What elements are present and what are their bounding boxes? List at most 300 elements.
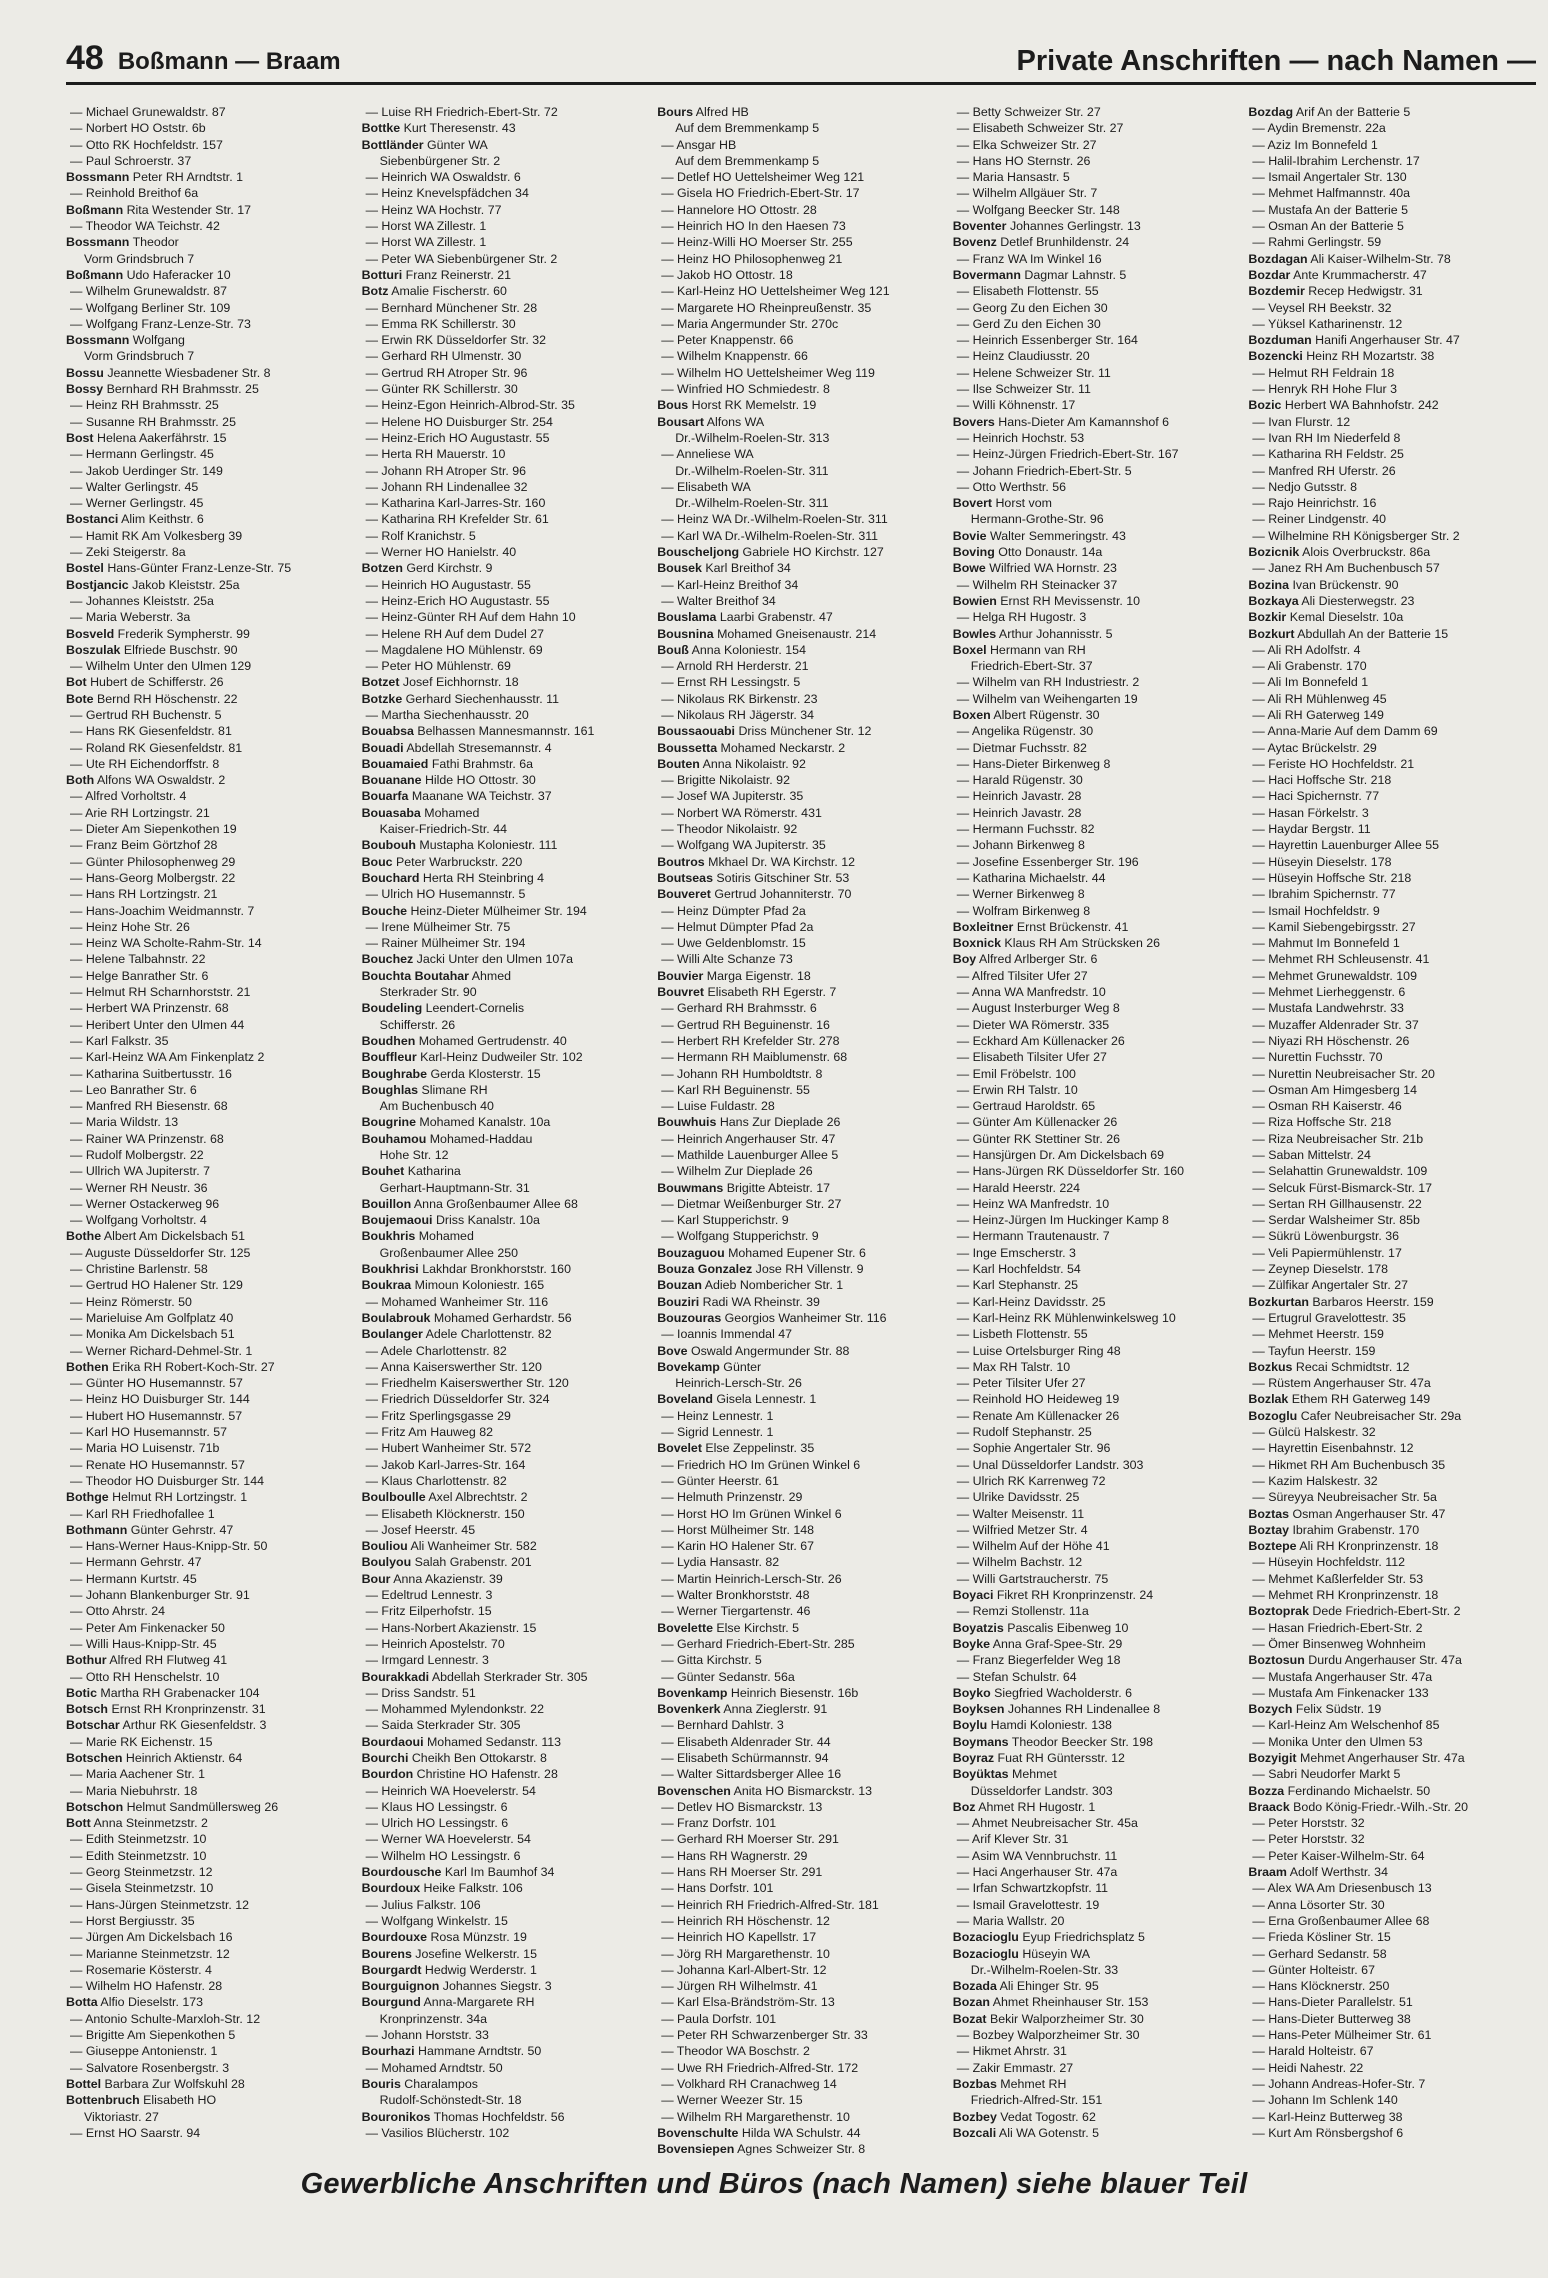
entry-text: — Irmgard Lennestr. 3 — [365, 1653, 489, 1668]
directory-entry — [953, 642, 1241, 658]
directory-entry — [1248, 772, 1536, 788]
directory-entry — [657, 1033, 945, 1049]
directory-entry — [953, 511, 1241, 527]
directory-entry — [1248, 1783, 1536, 1799]
directory-entry — [362, 968, 650, 984]
entry-text: Ernst RH Mevissenstr. 10 — [996, 593, 1141, 608]
entry-text: — Selahattin Grunewaldstr. 109 — [1252, 1164, 1428, 1179]
directory-entry — [1248, 1571, 1536, 1587]
entry-text: — Katharina Karl-Jarres-Str. 160 — [365, 496, 546, 511]
entry-surname: Bozic — [1248, 398, 1282, 413]
directory-entry — [953, 1815, 1241, 1831]
directory-entry — [657, 691, 945, 707]
entry-text: Helmut RH Lortzingstr. 1 — [108, 1490, 248, 1505]
entry-surname: Bozada — [952, 1979, 997, 1994]
entry-text: — Marieluise Am Golfplatz 40 — [70, 1310, 234, 1325]
directory-entry — [953, 1033, 1241, 1049]
directory-entry — [1248, 788, 1536, 804]
entry-surname: Boussaouabi — [657, 724, 735, 739]
entry-text: — Otto Ahrstr. 24 — [70, 1604, 166, 1619]
entry-text: — Helmut RH Scharnhorststr. 21 — [70, 985, 251, 1000]
directory-entry — [66, 1783, 354, 1799]
entry-text: — Serdar Walsheimer Str. 85b — [1252, 1213, 1420, 1228]
entry-surname: Bot — [66, 675, 87, 690]
entry-text: — Heinrich Angerhauser Str. 47 — [661, 1131, 836, 1146]
directory-entry — [953, 1196, 1241, 1212]
directory-entry — [657, 1473, 945, 1489]
directory-entry — [657, 1180, 945, 1196]
directory-entry — [66, 935, 354, 951]
entry-text: Gabriele HO Kirchstr. 127 — [739, 545, 884, 560]
directory-entry — [953, 1424, 1241, 1440]
entry-surname: Both — [66, 773, 95, 788]
entry-surname: Bouamaied — [361, 756, 429, 771]
directory-entry — [362, 870, 650, 886]
directory-entry — [657, 1391, 945, 1407]
directory-entry — [362, 1017, 650, 1033]
directory-entry — [362, 446, 650, 462]
directory-entry — [1248, 723, 1536, 739]
entry-text: — Hans-Jürgen Steinmetzstr. 12 — [70, 1897, 250, 1912]
directory-entry — [953, 1180, 1241, 1196]
directory-entry — [953, 283, 1241, 299]
entry-text: — Mustafa An der Batterie 5 — [1252, 202, 1409, 217]
directory-entry — [66, 658, 354, 674]
entry-text: — Jürgen Am Dickelsbach 16 — [70, 1930, 233, 1945]
directory-entry — [953, 1554, 1241, 1570]
entry-surname: Bozbey — [952, 2109, 997, 2124]
entry-surname: Bottländer — [361, 137, 424, 152]
entry-text: — Uwe Geldenblomstr. 15 — [661, 936, 806, 951]
directory-entry — [362, 1082, 650, 1098]
entry-text: — Peter Knappenstr. 66 — [661, 333, 794, 348]
directory-entry — [953, 593, 1241, 609]
directory-entry — [1248, 1180, 1536, 1196]
entry-text: Mehmet Angerhauser Str. 47a — [1296, 1750, 1465, 1765]
entry-text: Arif An der Batterie 5 — [1293, 105, 1411, 119]
entry-text: Ernst Brückenstr. 41 — [1013, 919, 1129, 934]
directory-entry — [953, 854, 1241, 870]
directory-entry — [362, 1848, 650, 1864]
directory-entry — [1248, 1831, 1536, 1847]
directory-entry — [66, 1717, 354, 1733]
directory-entry — [362, 1033, 650, 1049]
entry-surname: Bourguignon — [361, 1979, 440, 1994]
directory-entry — [1248, 1228, 1536, 1244]
entry-text: — Ernst HO Saarstr. 94 — [70, 2125, 201, 2140]
directory-entry — [953, 1261, 1241, 1277]
directory-entry — [1248, 348, 1536, 364]
directory-entry — [657, 1701, 945, 1717]
entry-surname: Boyatzis — [952, 1620, 1004, 1635]
entry-text: — Rajo Heinrichstr. 16 — [1252, 496, 1377, 511]
directory-entry — [1248, 560, 1536, 576]
entry-surname: Bourdouxe — [361, 1930, 427, 1945]
entry-text: — Hans Klöcknerstr. 250 — [1252, 1979, 1390, 1994]
directory-entry — [657, 1343, 945, 1359]
directory-entry — [657, 821, 945, 837]
directory-entry — [657, 805, 945, 821]
directory-entry — [66, 1261, 354, 1277]
entry-text: — Driss Sandstr. 51 — [365, 1685, 476, 1700]
entry-text: — Emma RK Schillerstr. 30 — [365, 316, 516, 331]
directory-entry — [66, 788, 354, 804]
entry-text: — Ulrike Davidsstr. 25 — [956, 1490, 1080, 1505]
directory-entry — [66, 2076, 354, 2092]
entry-surname: Bouchez — [361, 952, 414, 967]
entry-text: — Helene HO Duisburger Str. 254 — [365, 414, 553, 429]
directory-entry — [953, 1929, 1241, 1945]
entry-text: — Willi Alte Schanze 73 — [661, 952, 793, 967]
directory-entry — [953, 1489, 1241, 1505]
entry-text: — Günter Holteistr. 67 — [1252, 1962, 1375, 1977]
directory-entry — [1248, 968, 1536, 984]
entry-surname: Bott — [66, 1816, 91, 1831]
entry-text: — Heinrich RH Höschenstr. 12 — [661, 1913, 830, 1928]
entry-text: Gerhard Siechenhausstr. 11 — [402, 691, 560, 706]
directory-entry — [953, 1522, 1241, 1538]
directory-entry — [66, 104, 354, 120]
entry-text: Alfred Arlberger Str. 6 — [976, 952, 1098, 967]
directory-entry — [953, 1408, 1241, 1424]
directory-entry — [66, 1587, 354, 1603]
entry-text: — Willi Gartstraucherstr. 75 — [956, 1571, 1109, 1586]
entry-text: — Karl Stephanstr. 25 — [956, 1278, 1079, 1293]
directory-entry — [66, 1489, 354, 1505]
entry-surname: Bovers — [952, 414, 995, 429]
directory-entry — [1248, 1049, 1536, 1065]
directory-entry — [657, 1082, 945, 1098]
entry-text: — Hayrettin Lauenburger Allee 55 — [1252, 838, 1440, 853]
directory-entry — [362, 740, 650, 756]
directory-entry — [66, 609, 354, 625]
directory-entry — [66, 2125, 354, 2141]
entry-text: — Mohammed Mylendonkstr. 22 — [365, 1702, 544, 1717]
directory-entry — [66, 1538, 354, 1554]
directory-entry — [953, 886, 1241, 902]
directory-entry — [66, 1277, 354, 1293]
directory-entry — [953, 2125, 1241, 2141]
directory-entry — [1248, 1473, 1536, 1489]
entry-text: Mohamed Gerhardstr. 56 — [430, 1310, 572, 1325]
directory-entry — [953, 2060, 1241, 2076]
entry-text: — Harald Holteistr. 67 — [1252, 2044, 1374, 2059]
entry-text: — Hüseyin Hochfeldstr. 112 — [1252, 1555, 1406, 1570]
directory-entry — [657, 756, 945, 772]
entry-surname: Bottke — [361, 121, 401, 136]
entry-text: — Herbert RH Krefelder Str. 278 — [661, 1033, 840, 1048]
entry-text: — Elisabeth Schweizer Str. 27 — [956, 121, 1124, 136]
entry-text: — Anna Lösorter Str. 30 — [1252, 1897, 1385, 1912]
directory-entry — [1248, 837, 1536, 853]
directory-entry — [362, 1391, 650, 1407]
directory-entry — [1248, 1391, 1536, 1407]
entry-text: Heinrich Aktienstr. 64 — [122, 1750, 243, 1765]
directory-entry — [66, 1946, 354, 1962]
directory-entry — [66, 1391, 354, 1407]
entry-text: — Sertan RH Gillhausenstr. 22 — [1252, 1196, 1422, 1211]
entry-text: Theodor — [129, 235, 179, 250]
directory-entry — [657, 788, 945, 804]
entry-text: Hilde HO Ottostr. 30 — [421, 773, 536, 788]
directory-entry — [953, 1440, 1241, 1456]
directory-entry — [657, 153, 945, 169]
entry-text: — Manfred RH Biesenstr. 68 — [70, 1099, 228, 1114]
directory-entry — [953, 903, 1241, 919]
entry-text: — Rosemarie Kösterstr. 4 — [70, 1962, 212, 1977]
directory-entry — [1248, 805, 1536, 821]
directory-entry — [1248, 1310, 1536, 1326]
directory-entry — [953, 1473, 1241, 1489]
entry-text: Ali Diesterwegstr. 23 — [1298, 593, 1415, 608]
header-left — [66, 39, 341, 78]
column-3 — [657, 104, 945, 2157]
entry-text: — Elisabeth Schürmannstr. 94 — [661, 1750, 829, 1765]
entry-text: Oswald Angermunder Str. 88 — [687, 1343, 850, 1358]
entry-surname: Bovelette — [657, 1620, 713, 1635]
directory-entry — [657, 984, 945, 1000]
entry-text: — Hans-Norbert Akazienstr. 15 — [365, 1620, 537, 1635]
entry-text: — Maria Wallstr. 20 — [956, 1913, 1065, 1928]
directory-entry — [362, 886, 650, 902]
entry-text: Kaiser-Friedrich-Str. 44 — [379, 822, 507, 837]
directory-entry — [362, 723, 650, 739]
entry-text: — Wilhelm HO Uettelsheimer Weg 119 — [661, 365, 875, 380]
entry-text: Ahmet Rheinhauser Str. 153 — [989, 1995, 1149, 2010]
directory-entry — [362, 805, 650, 821]
entry-surname: Botzke — [361, 691, 403, 706]
directory-entry — [953, 1783, 1241, 1799]
directory-entry — [362, 691, 650, 707]
entry-text: — Heinz RH Brahmsstr. 25 — [70, 398, 219, 413]
entry-text: Horst vom — [992, 496, 1052, 511]
directory-entry — [657, 1522, 945, 1538]
directory-entry — [1248, 104, 1536, 120]
entry-text: — Gerhard Friedrich-Ebert-Str. 285 — [661, 1636, 855, 1651]
entry-text: — Hans-Georg Molbergstr. 22 — [70, 870, 236, 885]
entry-surname: Bovenkerk — [657, 1702, 721, 1717]
entry-surname: Bouasaba — [361, 805, 421, 820]
entry-text: Cheikh Ben Ottokarstr. 8 — [408, 1750, 547, 1765]
entry-text: — Norbert WA Römerstr. 431 — [661, 805, 822, 820]
directory-entry — [362, 1457, 650, 1473]
directory-entry — [953, 1245, 1241, 1261]
entry-text: Hubert de Schifferstr. 26 — [86, 675, 224, 690]
entry-text: Radi WA Rheinstr. 39 — [699, 1294, 820, 1309]
entry-text: Dr.-Wilhelm-Roelen-Str. 311 — [675, 496, 829, 511]
directory-entry — [657, 1880, 945, 1896]
entry-text: — Mahmut Im Bonnefeld 1 — [1252, 936, 1400, 951]
entry-text: — Wilhelm HO Lessingstr. 6 — [365, 1848, 521, 1863]
directory-entry — [1248, 1375, 1536, 1391]
entry-surname: Bostel — [66, 561, 104, 576]
directory-entry — [657, 300, 945, 316]
entry-surname: Boughrabe — [361, 1066, 427, 1081]
entry-text: — Ismail Hochfeldstr. 9 — [1252, 903, 1380, 918]
directory-entry — [1248, 1929, 1536, 1945]
directory-entry — [362, 316, 650, 332]
entry-text: — Kazim Halskestr. 32 — [1252, 1473, 1378, 1488]
entry-text: — Ali Im Bonnefeld 1 — [1252, 675, 1369, 690]
entry-text: Detlef Brunhildenstr. 24 — [996, 235, 1130, 250]
entry-surname: Bouvret — [657, 985, 705, 1000]
entry-text: Rita Westender Str. 17 — [123, 202, 252, 217]
entry-text: Alfred RH Flutweg 41 — [106, 1653, 228, 1668]
directory-entry — [657, 283, 945, 299]
entry-text: — Karl-Heinz Davidsstr. 25 — [956, 1294, 1106, 1309]
directory-entry — [657, 1131, 945, 1147]
directory-entry — [66, 1620, 354, 1636]
directory-entry — [657, 446, 945, 462]
entry-text: Josefine Welkerstr. 15 — [411, 1946, 537, 1961]
entry-text: — Ivan Flurstr. 12 — [1252, 414, 1351, 429]
directory-entry — [1248, 1066, 1536, 1082]
entry-text: — Hansjürgen Dr. Am Dickelsbach 69 — [956, 1148, 1165, 1162]
entry-text: — Heinz Dümpter Pfad 2a — [661, 903, 806, 918]
directory-entry — [657, 593, 945, 609]
entry-text: — Erna Großenbaumer Allee 68 — [1252, 1913, 1430, 1928]
directory-entry — [1248, 707, 1536, 723]
entry-text: — Werner HO Hanielstr. 40 — [365, 545, 517, 560]
entry-surname: Boulanger — [361, 1327, 423, 1342]
directory-entry — [66, 1766, 354, 1782]
entry-text: — Elisabeth WA — [661, 479, 751, 494]
entry-surname: Bozyigit — [1248, 1750, 1297, 1765]
entry-surname: Bozkurtan — [1248, 1294, 1309, 1309]
directory-entry — [953, 2027, 1241, 2043]
entry-text: Dagmar Lahnstr. 5 — [1020, 267, 1127, 282]
entry-text: — Paul Schroerstr. 37 — [70, 153, 192, 168]
entry-text: — Friedrich Düsseldorfer Str. 324 — [365, 1392, 550, 1407]
directory-entry — [66, 1750, 354, 1766]
entry-text: — Wilhelm Auf der Höhe 41 — [956, 1539, 1110, 1554]
directory-entry — [1248, 1082, 1536, 1098]
entry-text: — Maria Wildstr. 13 — [70, 1115, 179, 1130]
directory-entry — [66, 560, 354, 576]
entry-text: Gisela Lennestr. 1 — [712, 1392, 817, 1407]
entry-text: Helmut Sandmüllersweg 26 — [123, 1799, 279, 1814]
directory-entry — [1248, 446, 1536, 462]
entry-text: — Heinz HO Duisburger Str. 144 — [70, 1392, 250, 1407]
directory-entry — [362, 104, 650, 120]
directory-entry — [362, 1245, 650, 1261]
entry-text: Johannes RH Lindenallee 8 — [1004, 1702, 1161, 1717]
directory-entry — [953, 1359, 1241, 1375]
directory-entry — [66, 218, 354, 234]
directory-entry — [362, 202, 650, 218]
directory-entry — [657, 218, 945, 234]
entry-text: — Gerhard RH Moerser Str. 291 — [661, 1832, 839, 1847]
directory-entry — [1248, 886, 1536, 902]
entry-text: — Werner Birkenweg 8 — [956, 887, 1085, 902]
directory-entry — [1248, 1131, 1536, 1147]
entry-text: Anita HO Bismarckstr. 13 — [730, 1783, 873, 1798]
directory-entry — [362, 1799, 650, 1815]
directory-entry — [362, 1994, 650, 2010]
directory-entry — [657, 1554, 945, 1570]
entry-text: — Fritz Am Hauweg 82 — [365, 1425, 493, 1440]
entry-text: — Henryk RH Hohe Flur 3 — [1252, 382, 1397, 397]
directory-entry — [1248, 1962, 1536, 1978]
directory-entry — [362, 479, 650, 495]
directory-entry — [953, 1066, 1241, 1082]
entry-text: — Wolfram Birkenweg 8 — [956, 903, 1091, 918]
entry-text: — Anna Kaiserswerther Str. 120 — [365, 1359, 542, 1374]
directory-entry — [1248, 544, 1536, 560]
entry-text: — Helene Talbahnstr. 22 — [70, 952, 206, 967]
entry-text: Mohamed Kanalstr. 10a — [415, 1115, 551, 1130]
directory-entry — [66, 1066, 354, 1082]
directory-entry — [1248, 642, 1536, 658]
entry-surname: Botic — [66, 1685, 97, 1700]
entry-surname: Bouveret — [657, 887, 711, 902]
entry-text: Fuat RH Güntersstr. 12 — [994, 1750, 1125, 1765]
directory-entry — [362, 1978, 650, 1994]
directory-entry — [362, 1929, 650, 1945]
directory-entry — [953, 1620, 1241, 1636]
directory-entry — [1248, 1685, 1536, 1701]
directory-entry — [1248, 1212, 1536, 1228]
entry-text: Mohamed Gneisenaustr. 214 — [713, 626, 877, 641]
directory-entry — [362, 2076, 650, 2092]
directory-entry — [657, 104, 945, 120]
directory-entry — [66, 2060, 354, 2076]
entry-text: — Heribert Unter den Ulmen 44 — [70, 1017, 245, 1032]
directory-entry — [657, 1294, 945, 1310]
entry-text: — Zakir Emmastr. 27 — [956, 2060, 1074, 2075]
entry-text: — Ernst RH Lessingstr. 5 — [661, 675, 801, 690]
entry-text: — Hans RH Moerser Str. 291 — [661, 1865, 823, 1880]
directory-entry — [1248, 1506, 1536, 1522]
directory-entry — [657, 1946, 945, 1962]
entry-text: — Heinz HO Philosophenweg 21 — [661, 251, 843, 266]
entry-text: — Helmut RH Feldrain 18 — [1252, 365, 1395, 380]
entry-text: Sotiris Gitschiner Str. 53 — [712, 870, 850, 885]
directory-entry — [1248, 1424, 1536, 1440]
directory-entry — [1248, 300, 1536, 316]
directory-entry — [657, 1636, 945, 1652]
entry-text: Rosa Münzstr. 19 — [427, 1930, 527, 1945]
directory-entry — [657, 479, 945, 495]
directory-entry — [657, 1962, 945, 1978]
directory-entry — [1248, 169, 1536, 185]
entry-text: — Johann RH Humboldtstr. 8 — [661, 1066, 823, 1081]
entry-text: — Ioannis Immendal 47 — [661, 1327, 793, 1342]
directory-entry — [657, 837, 945, 853]
directory-entry — [362, 348, 650, 364]
directory-entry — [657, 202, 945, 218]
directory-entry — [1248, 1913, 1536, 1929]
directory-entry — [953, 169, 1241, 185]
directory-entry — [1248, 951, 1536, 967]
entry-text: — Ali RH Adolfstr. 4 — [1252, 642, 1361, 657]
entry-text: Karl Im Baumhof 34 — [441, 1865, 555, 1880]
entry-text: Großenbaumer Allee 250 — [379, 1245, 519, 1260]
directory-entry — [1248, 511, 1536, 527]
directory-entry — [1248, 2011, 1536, 2027]
directory-entry — [362, 626, 650, 642]
entry-text: — Feriste HO Hochfeldstr. 21 — [1252, 756, 1415, 771]
directory-entry — [953, 1864, 1241, 1880]
entry-text: — Peter Horststr. 32 — [1252, 1832, 1365, 1847]
entry-text: — Frieda Kösliner Str. 15 — [1252, 1930, 1391, 1945]
directory-entry — [1248, 1522, 1536, 1538]
entry-surname: Boutseas — [657, 870, 713, 885]
entry-text: — Herbert WA Prinzenstr. 68 — [70, 1001, 229, 1016]
directory-entry — [362, 2125, 650, 2141]
entry-text: — Mathilde Lauenburger Allee 5 — [661, 1148, 839, 1162]
entry-text: — Gerd Zu den Eichen 30 — [956, 316, 1101, 331]
